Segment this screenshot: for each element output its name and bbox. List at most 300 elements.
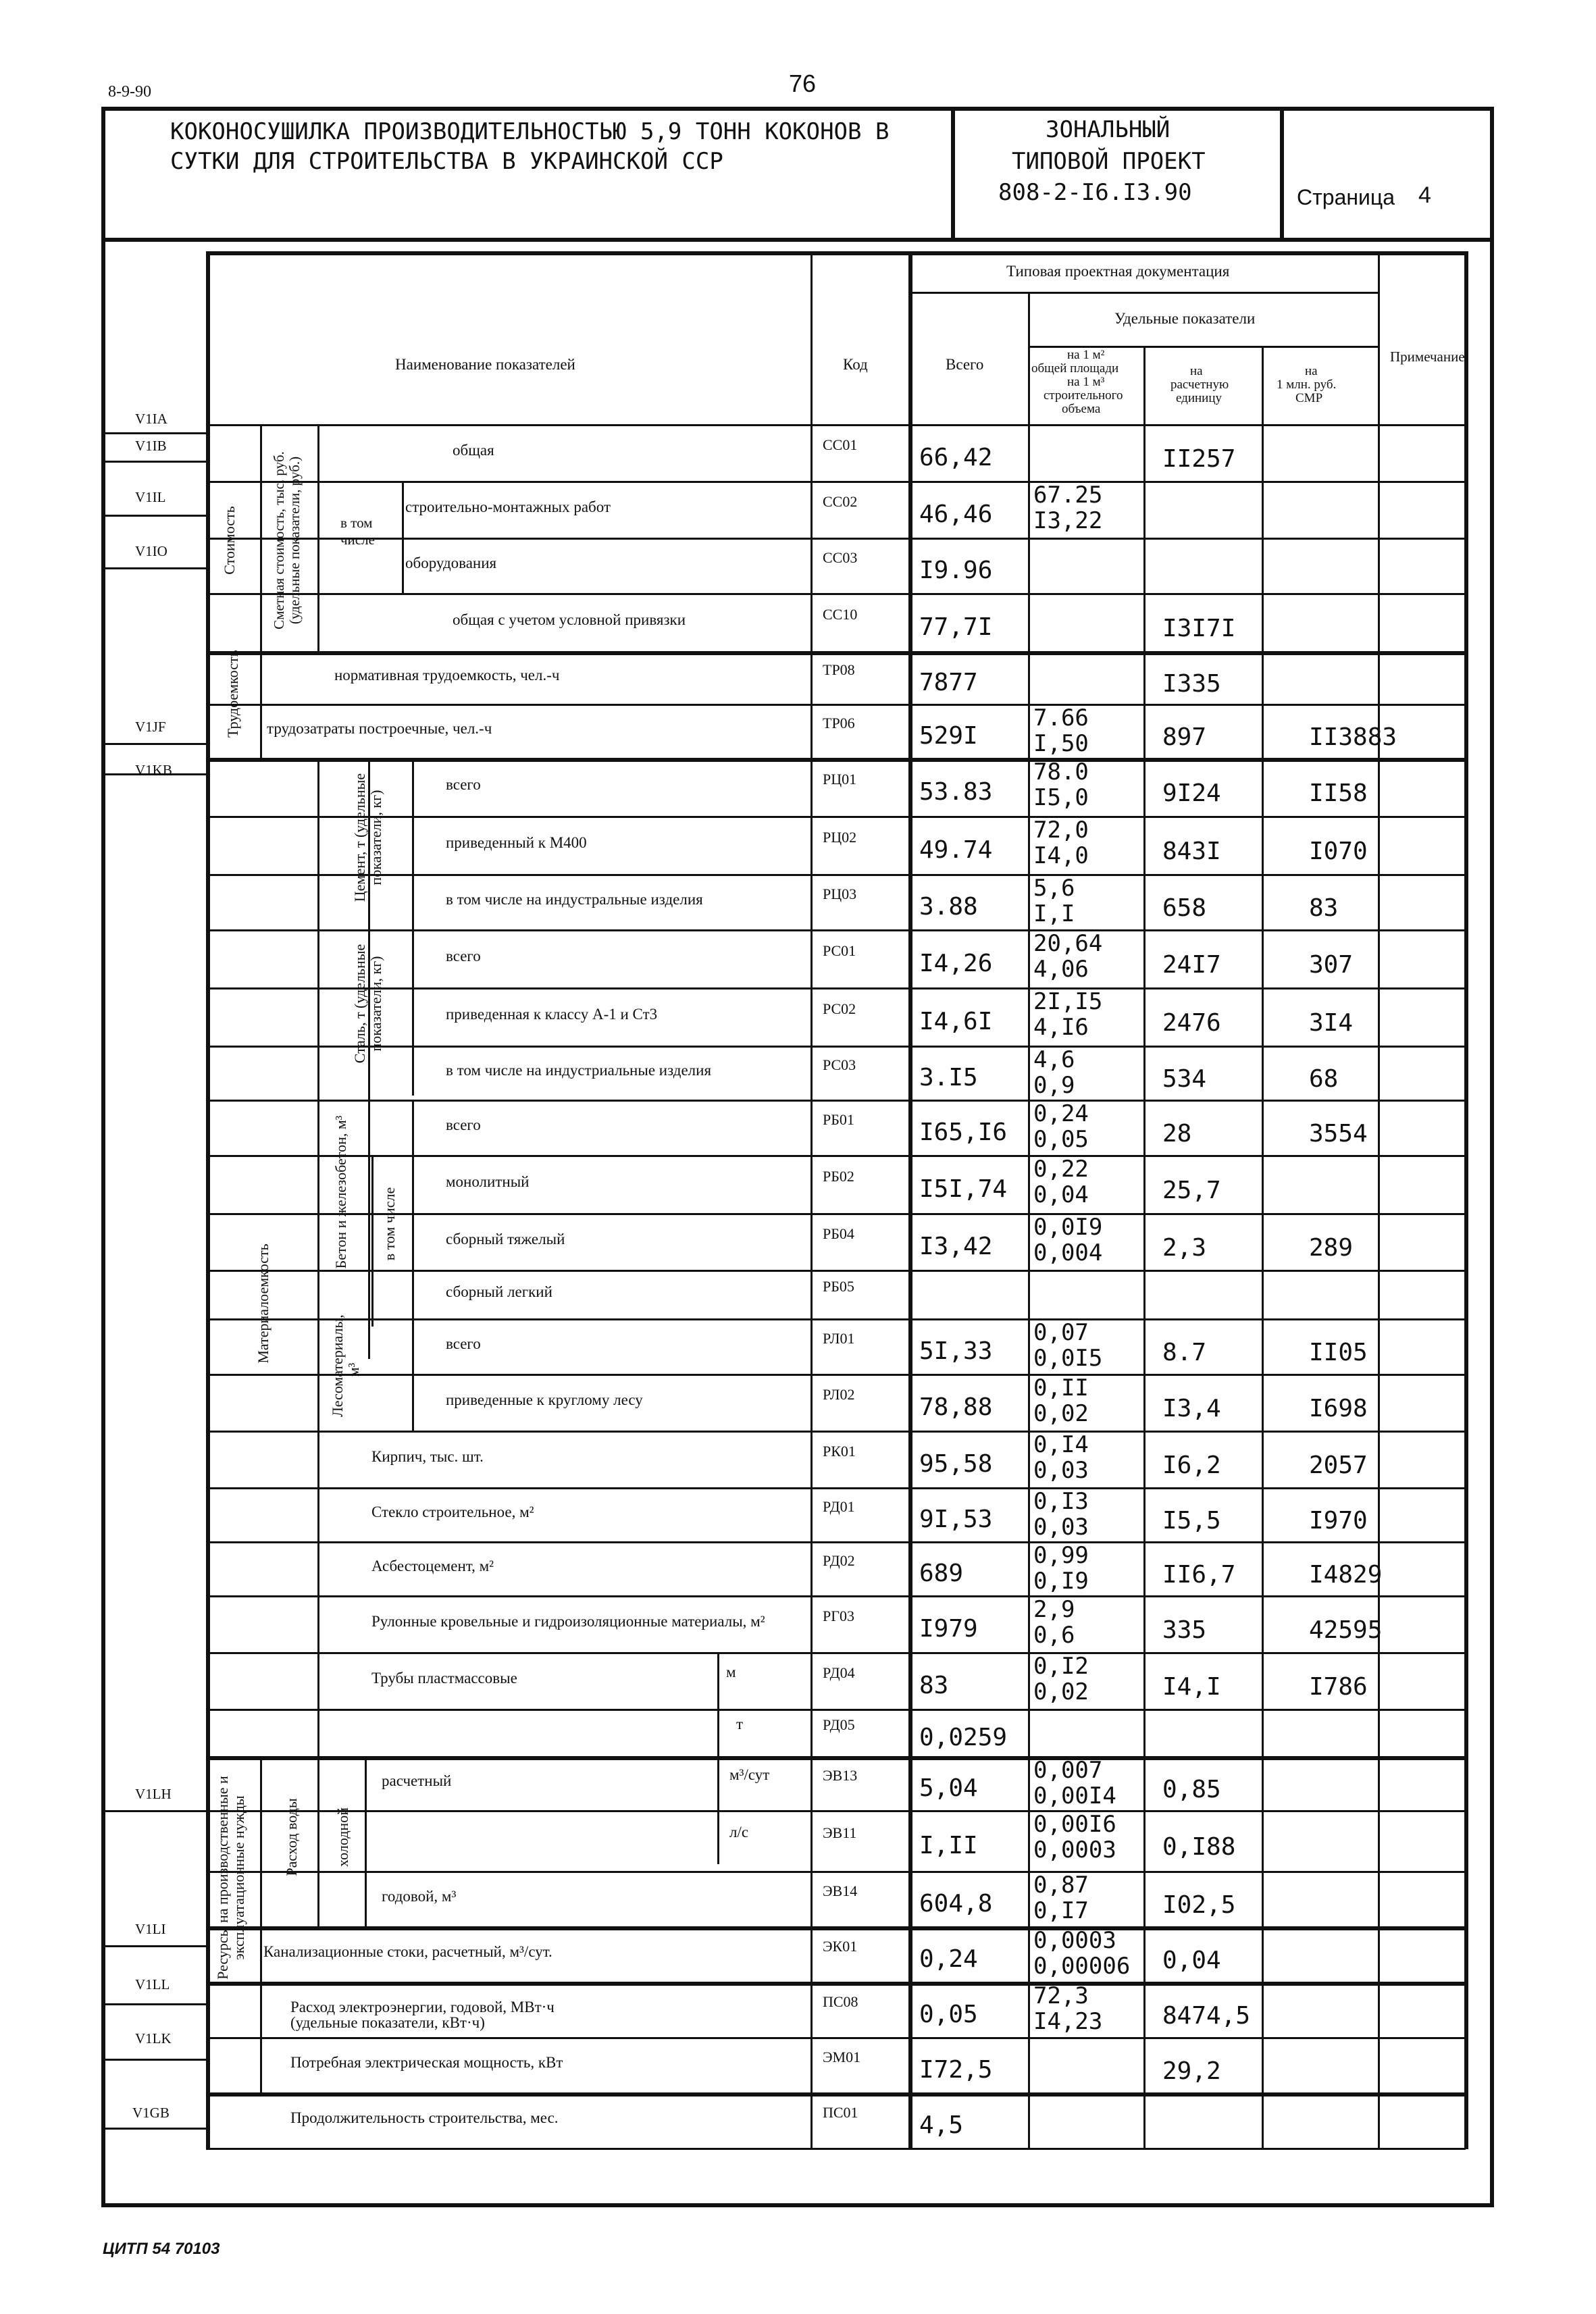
table-row-specific-mln: I970 xyxy=(1309,1507,1368,1535)
table-row-name: трудозатраты построечные, чел.-ч xyxy=(267,720,492,737)
row-line xyxy=(206,1709,1466,1711)
table-row-total: 3.I5 xyxy=(919,1064,978,1091)
table-row-specific-area-a: 0,99 xyxy=(1033,1542,1089,1569)
table-row-code: РС01 xyxy=(823,942,856,959)
table-row-specific-unit: 658 xyxy=(1162,894,1207,922)
table-row-specific-area-b: 0,00006 xyxy=(1033,1953,1131,1980)
per-mln-3: СМР xyxy=(1295,391,1323,405)
row-line xyxy=(206,1595,1466,1597)
table-row-specific-area-b: 0,02 xyxy=(1033,1678,1089,1705)
table-row-code: РГ03 xyxy=(823,1608,854,1624)
margin-mark: V1IB xyxy=(135,438,167,454)
table-row-specific-area-b: 0,02 xyxy=(1033,1400,1089,1427)
row-line xyxy=(206,1374,1466,1376)
table-row-name-extra: (удельные показатели, кВт·ч) xyxy=(290,2014,485,2031)
group-concrete: Бетон и железобетон, м³ xyxy=(332,1115,349,1269)
row-line xyxy=(206,1541,1466,1543)
table-row-name: Стекло строительное, м² xyxy=(371,1503,534,1520)
table-row-specific-area-b: 0,I7 xyxy=(1033,1897,1089,1924)
grid-line xyxy=(1143,346,1145,2149)
table-row-specific-area-b: I5,0 xyxy=(1033,784,1089,811)
per-unit-2: расчетную xyxy=(1170,378,1229,392)
table-row-specific-area-a: 2I,I5 xyxy=(1033,988,1103,1015)
table-row-code: ПС01 xyxy=(823,2104,858,2121)
table-row-name: приведенная к классу А-1 и Ст3 xyxy=(446,1006,658,1023)
group-labor: Трудоемкость xyxy=(224,650,241,738)
group-cost: Стоимость xyxy=(220,506,238,575)
table-row-specific-area-b: 0,004 xyxy=(1033,1239,1103,1266)
row-line xyxy=(206,2148,1466,2150)
table-row-specific-area-b: 0,03 xyxy=(1033,1514,1089,1541)
table-row-specific-area-a: 0,I3 xyxy=(1033,1488,1089,1515)
table-row-name: строительно-монтажных работ xyxy=(405,498,611,515)
table-row-code: РЛ02 xyxy=(823,1386,855,1403)
table-row-code: РБ04 xyxy=(823,1225,854,1242)
row-line xyxy=(206,929,1466,931)
table-row-total: 5I,33 xyxy=(919,1337,993,1365)
margin-mark: V1KB xyxy=(135,762,172,778)
table-row-total: 529I xyxy=(919,722,978,750)
table-row-specific-area-b: 4,06 xyxy=(1033,956,1089,983)
table-row-specific-mln: 289 xyxy=(1309,1234,1354,1262)
section-border xyxy=(206,758,1466,762)
table-row-code: ЭВ11 xyxy=(823,1824,857,1841)
page-number: 76 xyxy=(789,70,817,97)
grid-line xyxy=(317,1100,814,1102)
row-line xyxy=(206,987,1466,989)
margin-mark: V1LK xyxy=(135,2030,172,2047)
row-line xyxy=(206,424,1466,426)
table-row-code: РБ01 xyxy=(823,1111,854,1128)
margin-mark: V1IA xyxy=(135,411,168,427)
table-row-specific-area-b: 0,05 xyxy=(1033,1126,1089,1153)
table-row-name: годовой, м³ xyxy=(382,1888,457,1905)
group-material: Материалоемкость xyxy=(254,1243,272,1364)
table-row-total: 604,8 xyxy=(919,1890,993,1918)
table-row-specific-area-a: 0,00I6 xyxy=(1033,1811,1116,1838)
table-row-specific-unit: II257 xyxy=(1162,445,1236,473)
table-row-specific-mln: II58 xyxy=(1309,779,1368,807)
grid-line xyxy=(371,1155,374,1327)
code-column-header: Код xyxy=(843,356,868,373)
table-row-specific-unit: 9I24 xyxy=(1162,779,1221,807)
per-mln-1: на xyxy=(1305,364,1318,378)
table-row-specific-area-b: I,I xyxy=(1033,900,1075,927)
table-row-total: I72,5 xyxy=(919,2056,993,2084)
footer-stamp: ЦИТП 54 70103 xyxy=(103,2240,220,2258)
project-title-line2: СУТКИ ДЛЯ СТРОИТЕЛЬСТВА В УКРАИНСКОЙ ССР xyxy=(170,148,723,175)
note-column-header: Примечание xyxy=(1390,349,1465,365)
table-row-specific-area-a: 5,6 xyxy=(1033,875,1075,902)
table-row-total: I5I,74 xyxy=(919,1175,1008,1203)
table-row-specific-area-b: 0,0003 xyxy=(1033,1836,1116,1863)
table-row-specific-unit: I02,5 xyxy=(1162,1891,1236,1919)
table-row-specific-area-a: 0,II xyxy=(1033,1374,1089,1402)
grid-line xyxy=(1262,346,1264,2149)
table-row-unit: м³/сут xyxy=(729,1766,770,1783)
name-column-header: Наименование показателей xyxy=(395,356,575,373)
grid-line xyxy=(317,1318,814,1320)
table-row-specific-area-a: 20,64 xyxy=(1033,930,1103,957)
grid-line xyxy=(317,758,319,1756)
table-row-name: расчетный xyxy=(382,1772,452,1789)
table-row-name: в том числе на индустральные изделия xyxy=(446,891,703,908)
per-mln-2: 1 млн. руб. xyxy=(1277,378,1337,392)
row-line xyxy=(206,1810,1466,1812)
group-concrete-incl: в том числе xyxy=(380,1187,398,1261)
table-row-code: СС02 xyxy=(823,493,858,510)
table-row-specific-area-a: 72,3 xyxy=(1033,1982,1089,2009)
page-label: Страница xyxy=(1297,185,1395,209)
table-row-total: 46,46 xyxy=(919,500,993,528)
table-row-code: ЭВ13 xyxy=(823,1767,858,1784)
table-row-name: сборный тяжелый xyxy=(446,1231,565,1248)
table-row-specific-area-b: 0,6 xyxy=(1033,1622,1075,1649)
table-row-specific-unit: 0,04 xyxy=(1162,1947,1221,1974)
header-divider-1 xyxy=(951,107,955,240)
table-row-name: Рулонные кровельные и гидроизоляционные материалы, м² xyxy=(371,1613,765,1630)
table-row-total: 49.74 xyxy=(919,836,993,864)
margin-line xyxy=(101,2059,206,2061)
table-row-specific-unit: 8.7 xyxy=(1162,1339,1207,1366)
table-row-specific-mln: I070 xyxy=(1309,838,1368,865)
grid-line xyxy=(365,1756,367,1926)
table-row-specific-area-b: 0,04 xyxy=(1033,1181,1089,1208)
grid-line xyxy=(412,1100,414,1327)
per-area-2: общей площади xyxy=(1031,361,1119,376)
table-row-specific-area-b: I3,22 xyxy=(1033,507,1103,534)
per-area-4: строительного xyxy=(1044,388,1123,403)
table-row-specific-area-b: 0,0I5 xyxy=(1033,1345,1103,1372)
table-row-specific-area-a: 0,I4 xyxy=(1033,1431,1089,1458)
per-area-3: на 1 м³ xyxy=(1067,375,1105,389)
header-right-border xyxy=(1490,107,1494,2207)
table-row-specific-area-a: 0,87 xyxy=(1033,1872,1089,1899)
table-row-specific-area-a: 0,22 xyxy=(1033,1156,1089,1183)
table-row-name: общая xyxy=(453,442,494,459)
table-row-name: приведенный к М400 xyxy=(446,834,587,851)
section-border xyxy=(206,1756,1466,1760)
table-row-name: Асбестоцемент, м² xyxy=(371,1558,494,1574)
header-top-border xyxy=(101,107,1493,111)
table-row-specific-unit: 843I xyxy=(1162,838,1221,865)
grid-line xyxy=(908,292,1378,294)
table-row-name: всего xyxy=(446,776,481,793)
row-line xyxy=(206,1046,1466,1048)
margin-line xyxy=(101,567,206,569)
project-number: 808-2-I6.I3.90 xyxy=(998,179,1192,206)
margin-line xyxy=(101,1810,206,1812)
margin-mark: V1LL xyxy=(135,1976,170,1992)
table-row-specific-area-b: 0,03 xyxy=(1033,1457,1089,1484)
group-cold: холодной xyxy=(334,1807,351,1867)
grid-line xyxy=(260,424,262,651)
row-line xyxy=(206,593,1466,595)
table-row-name: Трубы пластмассовые xyxy=(371,1670,517,1687)
project-type-line2: ТИПОВОЙ ПРОЕКТ xyxy=(1012,148,1206,175)
table-row-code: СС01 xyxy=(823,436,858,453)
table-row-code: ТР08 xyxy=(823,661,855,678)
table-row-specific-area-a: 67.25 xyxy=(1033,482,1103,509)
table-row-specific-mln: II3883 xyxy=(1309,723,1397,751)
group-resources: Ресурсы на производственные и эксплуатационные нужды xyxy=(213,1776,247,1980)
table-row-code: РД02 xyxy=(823,1552,855,1569)
table-row-total: I,II xyxy=(919,1832,978,1859)
table-right-border xyxy=(1464,251,1468,2149)
table-row-specific-area-a: 4,6 xyxy=(1033,1046,1075,1073)
table-row-name: сборный легкий xyxy=(446,1283,552,1300)
table-row-code: ЭВ14 xyxy=(823,1882,858,1899)
table-row-specific-area-a: 0,07 xyxy=(1033,1319,1089,1346)
grid-line xyxy=(260,651,262,758)
page-bottom-border xyxy=(101,2203,1493,2207)
table-row-name: Расход электроэнергии, годовой, МВт·ч xyxy=(290,1999,555,2015)
grid-line xyxy=(908,251,912,2149)
table-row-specific-unit: 335 xyxy=(1162,1616,1207,1644)
table-row-total: I4,26 xyxy=(919,950,993,977)
row-line xyxy=(206,1155,1466,1157)
table-row-name: оборудования xyxy=(405,555,497,571)
grid-line xyxy=(412,758,414,1096)
project-title-line1: КОКОНОСУШИЛКА ПРОИЗВОДИТЕЛЬНОСТЬЮ 5,9 ТОНН КОКОНОВ В xyxy=(170,118,890,145)
grid-line xyxy=(317,1756,319,1926)
table-row-total: 0,24 xyxy=(919,1945,978,1973)
group-cost-sub: Сметная стоимость, тыс. руб. (удельные показатели, руб.) xyxy=(270,451,303,629)
table-row-specific-area-b: 4,I6 xyxy=(1033,1014,1089,1041)
per-unit-3: единицу xyxy=(1176,391,1222,405)
total-column-header: Всего xyxy=(946,356,984,373)
table-row-specific-unit: 0,I88 xyxy=(1162,1833,1236,1861)
table-row-name: в том числе на индустриальные изделия xyxy=(446,1062,712,1079)
grid-line xyxy=(317,424,319,651)
table-row-total: 78,88 xyxy=(919,1393,993,1421)
table-row-code: РЛ01 xyxy=(823,1330,855,1347)
table-row-total: I3,42 xyxy=(919,1233,993,1260)
group-water: Расход воды xyxy=(282,1798,300,1876)
grid-line xyxy=(810,251,813,2149)
table-row-specific-unit: 2476 xyxy=(1162,1009,1221,1037)
table-row-specific-unit: 897 xyxy=(1162,723,1207,751)
section-border xyxy=(206,651,1466,655)
header-divider-2 xyxy=(1280,107,1284,240)
table-row-total: 3.88 xyxy=(919,893,978,921)
table-row-code: СС03 xyxy=(823,549,858,566)
table-row-total: 0,05 xyxy=(919,2001,978,2028)
group-steel: Сталь, т (удельные показатели, кг) xyxy=(351,944,384,1064)
table-row-total: 66,42 xyxy=(919,444,993,471)
grid-line xyxy=(717,1756,719,1864)
table-row-specific-mln: 3I4 xyxy=(1309,1009,1354,1037)
table-row-total: 7877 xyxy=(919,669,978,696)
row-line xyxy=(206,704,1466,706)
table-row-specific-area-a: 0,007 xyxy=(1033,1757,1103,1784)
table-row-code: РД04 xyxy=(823,1664,855,1681)
table-row-unit: т xyxy=(736,1716,744,1732)
doc-code: 8-9-90 xyxy=(108,83,151,101)
margin-line xyxy=(101,432,206,434)
table-row-specific-unit: 25,7 xyxy=(1162,1177,1221,1204)
row-line xyxy=(206,874,1466,876)
table-row-code: РЦ03 xyxy=(823,885,857,902)
table-row-code: РС03 xyxy=(823,1056,856,1073)
table-row-specific-area-a: 0,24 xyxy=(1033,1100,1089,1127)
margin-mark: V1JF xyxy=(135,719,166,735)
table-row-specific-unit: I335 xyxy=(1162,670,1221,698)
table-row-code: РЦ02 xyxy=(823,829,857,846)
table-row-name: всего xyxy=(446,1116,481,1133)
table-row-total: 83 xyxy=(919,1672,949,1699)
table-row-total: I4,6I xyxy=(919,1008,993,1035)
table-row-total: 4,5 xyxy=(919,2111,964,2139)
row-line xyxy=(206,1652,1466,1654)
table-row-code: РЦ01 xyxy=(823,771,857,788)
table-row-code: РБ05 xyxy=(823,1278,854,1295)
group-cost-incl: в том числе xyxy=(340,515,375,548)
group-cement: Цемент, т (удельные показатели, кг) xyxy=(351,773,384,902)
table-row-specific-area-b: I4,0 xyxy=(1033,842,1089,869)
page-value: 4 xyxy=(1418,182,1431,208)
table-row-specific-area-b: 0,I9 xyxy=(1033,1568,1089,1595)
margin-mark: V1GB xyxy=(132,2105,170,2121)
table-row-specific-unit: I4,I xyxy=(1162,1673,1221,1701)
table-row-specific-unit: II6,7 xyxy=(1162,1561,1236,1589)
row-line xyxy=(206,2037,1466,2039)
margin-line xyxy=(101,515,206,517)
table-row-specific-area-b: I4,23 xyxy=(1033,2008,1103,2035)
table-row-unit: л/с xyxy=(729,1824,749,1841)
table-row-total: 0,0259 xyxy=(919,1724,1008,1751)
table-row-specific-unit: 8474,5 xyxy=(1162,2002,1251,2030)
table-row-name: общая с учетом условной привязки xyxy=(453,611,686,628)
table-row-specific-area-b: 0,9 xyxy=(1033,1072,1075,1099)
table-row-specific-mln: 3554 xyxy=(1309,1120,1368,1148)
section-border xyxy=(206,1926,1466,1930)
table-row-name: Продолжительность строительства, мес. xyxy=(290,2109,559,2126)
row-line xyxy=(206,1871,1466,1873)
table-row-name: монолитный xyxy=(446,1173,530,1190)
per-unit-1: на xyxy=(1190,364,1203,378)
group-timber: Лесоматериалы, м³ xyxy=(328,1314,362,1417)
section-border xyxy=(206,1982,1466,1986)
table-row-code: ЭК01 xyxy=(823,1938,858,1955)
table-row-specific-unit: 2,3 xyxy=(1162,1234,1207,1262)
table-row-specific-mln: II05 xyxy=(1309,1339,1368,1366)
table-row-code: РБ02 xyxy=(823,1168,854,1185)
table-row-total: 77,7I xyxy=(919,613,993,641)
margin-line xyxy=(101,2128,206,2130)
row-line xyxy=(206,1487,1466,1489)
table-row-total: 5,04 xyxy=(919,1774,978,1802)
table-row-code: РК01 xyxy=(823,1443,856,1460)
table-row-code: ТР06 xyxy=(823,715,855,731)
table-row-total: I65,I6 xyxy=(919,1119,1008,1146)
table-row-name: Потребная электрическая мощность, кВт xyxy=(290,2054,563,2071)
table-row-specific-mln: I786 xyxy=(1309,1673,1368,1701)
per-area-5: объема xyxy=(1062,402,1101,416)
table-row-name: приведенные к круглому лесу xyxy=(446,1391,643,1408)
table-row-total: I979 xyxy=(919,1615,978,1643)
specific-header: Удельные показатели xyxy=(1114,310,1256,327)
grid-line xyxy=(1378,251,1380,2149)
table-left-border xyxy=(206,251,210,2149)
table-row-name: Кирпич, тыс. шт. xyxy=(371,1448,484,1465)
table-row-name: нормативная трудоемкость, чел.-ч xyxy=(334,667,560,684)
table-row-specific-mln: I4829 xyxy=(1309,1561,1383,1589)
table-row-specific-mln: 42595 xyxy=(1309,1616,1383,1644)
margin-mark: V1IL xyxy=(135,489,166,505)
grid-line xyxy=(317,1431,814,1433)
header-left-border xyxy=(101,107,105,2207)
table-row-specific-unit: I6,2 xyxy=(1162,1451,1221,1479)
table-row-total: 95,58 xyxy=(919,1450,993,1478)
table-row-unit: м xyxy=(726,1664,736,1680)
table-row-specific-area-a: 2,9 xyxy=(1033,1596,1075,1623)
table-row-specific-unit: I5,5 xyxy=(1162,1507,1221,1535)
table-row-specific-area-a: 78.0 xyxy=(1033,759,1089,786)
table-row-specific-area-b: I,50 xyxy=(1033,730,1089,757)
table-row-code: РД05 xyxy=(823,1716,855,1733)
typical-doc-header: Типовая проектная документация xyxy=(1006,263,1230,280)
table-row-specific-mln: 307 xyxy=(1309,951,1354,979)
table-row-specific-area-a: 72,0 xyxy=(1033,817,1089,844)
table-row-code: РД01 xyxy=(823,1498,855,1515)
table-row-specific-area-a: 0,0I9 xyxy=(1033,1214,1103,1241)
table-row-code: СС10 xyxy=(823,606,858,623)
section-border xyxy=(206,2092,1466,2097)
grid-line xyxy=(412,1318,414,1431)
row-line xyxy=(206,481,1466,483)
grid-line xyxy=(260,1756,262,2094)
header-bottom-border xyxy=(101,238,1493,242)
table-row-specific-mln: 68 xyxy=(1309,1065,1339,1093)
row-line xyxy=(206,816,1466,818)
table-top-border xyxy=(206,251,1466,255)
table-row-total: 9I,53 xyxy=(919,1506,993,1533)
margin-line xyxy=(101,461,206,463)
row-line xyxy=(206,1270,1466,1272)
table-row-specific-area-a: 0,0003 xyxy=(1033,1927,1116,1954)
table-row-specific-unit: 0,85 xyxy=(1162,1776,1221,1803)
margin-mark: V1LI xyxy=(135,1921,166,1937)
table-row-specific-area-a: 0,I2 xyxy=(1033,1653,1089,1680)
table-row-code: ПС08 xyxy=(823,1993,858,2010)
margin-mark: V1LH xyxy=(135,1786,172,1802)
margin-line xyxy=(101,743,206,745)
table-row-specific-unit: 24I7 xyxy=(1162,951,1221,979)
table-row-code: РС02 xyxy=(823,1000,856,1017)
table-row-specific-area-b: 0,00I4 xyxy=(1033,1782,1116,1809)
table-row-specific-unit: I3I7I xyxy=(1162,615,1236,642)
table-row-name: всего xyxy=(446,1335,481,1352)
table-row-name: всего xyxy=(446,948,481,965)
table-row-name: Канализационные стоки, расчетный, м³/сут. xyxy=(263,1943,552,1960)
table-row-total: 689 xyxy=(919,1560,964,1587)
table-row-specific-mln: 2057 xyxy=(1309,1451,1368,1479)
table-row-specific-area-a: 7.66 xyxy=(1033,704,1089,731)
table-row-specific-mln: I698 xyxy=(1309,1395,1368,1422)
table-row-specific-unit: I3,4 xyxy=(1162,1395,1221,1422)
table-row-total: I9.96 xyxy=(919,557,993,584)
table-row-specific-unit: 28 xyxy=(1162,1120,1192,1148)
table-row-specific-mln: 83 xyxy=(1309,894,1339,922)
table-row-specific-unit: 29,2 xyxy=(1162,2057,1221,2085)
table-row-specific-unit: 534 xyxy=(1162,1065,1207,1093)
per-area-1: на 1 м² xyxy=(1067,348,1105,362)
margin-line xyxy=(101,2003,206,2005)
table-row-total: 53.83 xyxy=(919,778,993,806)
margin-mark: V1IO xyxy=(135,543,168,559)
table-row-code: ЭМ01 xyxy=(823,2049,861,2065)
